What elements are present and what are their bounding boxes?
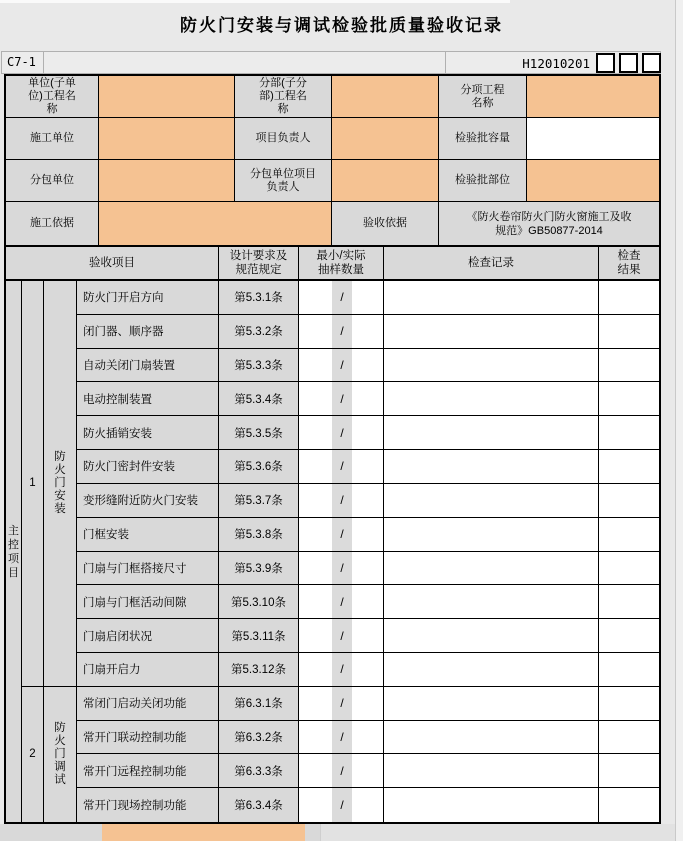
item-name: 闭门器、顺序器 — [77, 315, 219, 349]
check-record-cell[interactable] — [384, 754, 599, 788]
sample-min-cell[interactable] — [299, 754, 332, 788]
header-sampling-quantity: 最小/实际抽样数量 — [299, 247, 384, 281]
check-record-cell[interactable] — [384, 788, 599, 822]
check-result-cell[interactable] — [599, 619, 659, 653]
next-row-right-cell — [320, 824, 683, 841]
check-result-cell[interactable] — [599, 281, 659, 315]
check-record-cell[interactable] — [384, 315, 599, 349]
sample-slash-value: / — [332, 721, 352, 755]
sample-actual-cell[interactable] — [352, 416, 384, 450]
header-check-result: 检查结果 — [599, 247, 659, 281]
next-row-partial — [0, 824, 683, 841]
sample-actual-cell[interactable] — [352, 687, 384, 721]
item-code: 第5.3.3条 — [219, 349, 299, 383]
item-code: 第5.3.4条 — [219, 382, 299, 416]
item-name: 门扇与门框搭接尺寸 — [77, 552, 219, 586]
serial-number: H12010201 — [522, 55, 590, 71]
sample-actual-cell[interactable] — [352, 518, 384, 552]
sample-min-cell[interactable] — [299, 416, 332, 450]
sample-slash-value: / — [332, 484, 352, 518]
item-name: 自动关闭门扇装置 — [77, 349, 219, 383]
next-row-input-cell[interactable] — [102, 824, 305, 841]
check-record-cell[interactable] — [384, 721, 599, 755]
check-result-cell[interactable] — [599, 721, 659, 755]
item-project-name-value[interactable] — [527, 76, 659, 118]
label-construction-unit: 施工单位 — [6, 118, 99, 160]
serial-fill-box[interactable] — [596, 53, 615, 73]
sample-actual-cell[interactable] — [352, 619, 384, 653]
item-name: 常开门联动控制功能 — [77, 721, 219, 755]
item-code: 第5.3.6条 — [219, 450, 299, 484]
sample-actual-cell[interactable] — [352, 349, 384, 383]
sample-min-cell[interactable] — [299, 788, 332, 822]
label-lot-capacity: 检验批容量 — [439, 118, 527, 160]
item-code: 第5.3.9条 — [219, 552, 299, 586]
sample-min-cell[interactable] — [299, 552, 332, 586]
sample-min-cell[interactable] — [299, 518, 332, 552]
label-construction-basis: 施工依据 — [6, 202, 99, 245]
sample-actual-cell[interactable] — [352, 653, 384, 687]
sample-actual-cell[interactable] — [352, 585, 384, 619]
item-code: 第6.3.2条 — [219, 721, 299, 755]
sample-slash-value: / — [332, 518, 352, 552]
window-right-edge — [676, 0, 683, 841]
check-record-cell[interactable] — [384, 382, 599, 416]
sample-slash-value: / — [332, 416, 352, 450]
sample-actual-cell[interactable] — [352, 484, 384, 518]
sample-slash-value: / — [332, 653, 352, 687]
unit-project-name-value[interactable] — [99, 76, 235, 118]
project-info-grid — [4, 74, 661, 245]
check-record-cell[interactable] — [384, 281, 599, 315]
item-name: 电动控制装置 — [77, 382, 219, 416]
sample-slash-value: / — [332, 619, 352, 653]
item-name: 常开门现场控制功能 — [77, 788, 219, 822]
sample-min-cell[interactable] — [299, 315, 332, 349]
check-record-cell[interactable] — [384, 619, 599, 653]
item-code: 第5.3.11条 — [219, 619, 299, 653]
lot-capacity-value[interactable] — [527, 118, 659, 160]
item-name: 变形缝附近防火门安装 — [77, 484, 219, 518]
check-result-cell[interactable] — [599, 653, 659, 687]
item-code: 第6.3.1条 — [219, 687, 299, 721]
item-name: 门扇开启力 — [77, 653, 219, 687]
check-result-cell[interactable] — [599, 416, 659, 450]
check-result-cell[interactable] — [599, 518, 659, 552]
sample-min-cell[interactable] — [299, 450, 332, 484]
sample-actual-cell[interactable] — [352, 281, 384, 315]
item-name: 常开门远程控制功能 — [77, 754, 219, 788]
item-name: 门扇启闭状况 — [77, 619, 219, 653]
item-name: 门框安装 — [77, 518, 219, 552]
sample-min-cell[interactable] — [299, 484, 332, 518]
sample-slash-value: / — [332, 349, 352, 383]
item-name: 常闭门启动关闭功能 — [77, 687, 219, 721]
label-subcontract-unit: 分包单位 — [6, 160, 99, 202]
item-name: 防火插销安装 — [77, 416, 219, 450]
sample-actual-cell[interactable] — [352, 315, 384, 349]
check-result-cell[interactable] — [599, 484, 659, 518]
sample-min-cell[interactable] — [299, 687, 332, 721]
group-category: 防火门安装 — [44, 281, 77, 687]
header-design-requirement: 设计要求及规范规定 — [219, 247, 299, 281]
label-acceptance-basis: 验收依据 — [332, 202, 439, 245]
subcontract-unit-value[interactable] — [99, 160, 235, 202]
window-top-edge — [0, 0, 510, 3]
check-result-cell[interactable] — [599, 382, 659, 416]
label-subsection-project-name: 分部(子分部)工程名称 — [235, 76, 332, 118]
sample-min-cell[interactable] — [299, 721, 332, 755]
label-lot-location: 检验批部位 — [439, 160, 527, 202]
sample-actual-cell[interactable] — [352, 754, 384, 788]
check-result-cell[interactable] — [599, 552, 659, 586]
check-record-cell[interactable] — [384, 653, 599, 687]
sample-actual-cell[interactable] — [352, 450, 384, 484]
group-number: 1 — [22, 281, 44, 687]
check-record-cell[interactable] — [384, 484, 599, 518]
label-unit-project-name: 单位(子单位)工程名称 — [6, 76, 99, 118]
serial-fill-box[interactable] — [619, 53, 638, 73]
sample-slash-value: / — [332, 382, 352, 416]
construction-basis-value[interactable] — [99, 202, 332, 245]
check-result-cell[interactable] — [599, 585, 659, 619]
item-code: 第5.3.5条 — [219, 416, 299, 450]
item-code: 第6.3.3条 — [219, 754, 299, 788]
check-result-cell[interactable] — [599, 315, 659, 349]
inspection-table — [4, 245, 661, 824]
sample-actual-cell[interactable] — [352, 788, 384, 822]
sample-actual-cell[interactable] — [352, 552, 384, 586]
form-code: C7-1 — [7, 55, 36, 69]
check-record-cell[interactable] — [384, 687, 599, 721]
item-code: 第5.3.10条 — [219, 585, 299, 619]
header-check-record: 检查记录 — [384, 247, 599, 281]
item-code: 第5.3.7条 — [219, 484, 299, 518]
code-row-cell-middle — [43, 51, 446, 74]
subsection-project-name-value[interactable] — [332, 76, 439, 118]
sample-min-cell[interactable] — [299, 349, 332, 383]
item-name: 防火门开启方向 — [77, 281, 219, 315]
item-name: 防火门密封件安装 — [77, 450, 219, 484]
label-item-project-name: 分项工程名称 — [439, 76, 527, 118]
item-code: 第6.3.4条 — [219, 788, 299, 822]
check-record-cell[interactable] — [384, 585, 599, 619]
sample-min-cell[interactable] — [299, 653, 332, 687]
check-result-cell[interactable] — [599, 687, 659, 721]
sample-actual-cell[interactable] — [352, 382, 384, 416]
sample-min-cell[interactable] — [299, 382, 332, 416]
group-number: 2 — [22, 687, 44, 822]
page-title: 防火门安装与调试检验批质量验收记录 — [180, 16, 503, 35]
item-code: 第5.3.2条 — [219, 315, 299, 349]
sample-slash-value: / — [332, 585, 352, 619]
group-category: 防火门调试 — [44, 687, 77, 822]
side-label-dominant-items: 主控项目 — [6, 281, 22, 822]
subcontract-leader-value[interactable] — [332, 160, 439, 202]
sample-slash-value: / — [332, 281, 352, 315]
project-leader-value[interactable] — [332, 118, 439, 160]
check-record-cell[interactable] — [384, 349, 599, 383]
item-code: 第5.3.8条 — [219, 518, 299, 552]
acceptance-basis-value: 《防火卷帘防火门防火窗施工及收规范》GB50877-2014 — [439, 202, 659, 245]
header-acceptance-item: 验收项目 — [6, 247, 219, 281]
check-result-cell[interactable] — [599, 349, 659, 383]
sample-slash-value: / — [332, 754, 352, 788]
label-project-leader: 项目负责人 — [235, 118, 332, 160]
check-result-cell[interactable] — [599, 788, 659, 822]
sample-min-cell[interactable] — [299, 619, 332, 653]
check-record-cell[interactable] — [384, 552, 599, 586]
sample-min-cell[interactable] — [299, 585, 332, 619]
lot-location-value[interactable] — [527, 160, 659, 202]
sample-slash-value: / — [332, 552, 352, 586]
check-record-cell[interactable] — [384, 450, 599, 484]
serial-area — [522, 53, 661, 73]
sample-min-cell[interactable] — [299, 281, 332, 315]
serial-fill-box[interactable] — [642, 53, 661, 73]
check-result-cell[interactable] — [599, 754, 659, 788]
sample-slash-value: / — [332, 687, 352, 721]
check-record-cell[interactable] — [384, 416, 599, 450]
sample-slash-value: / — [332, 315, 352, 349]
item-name: 门扇与门框活动间隙 — [77, 585, 219, 619]
check-result-cell[interactable] — [599, 450, 659, 484]
construction-unit-value[interactable] — [99, 118, 235, 160]
sample-slash-value: / — [332, 788, 352, 822]
sample-slash-value: / — [332, 450, 352, 484]
item-code: 第5.3.12条 — [219, 653, 299, 687]
label-subcontract-leader: 分包单位项目负责人 — [235, 160, 332, 202]
check-record-cell[interactable] — [384, 518, 599, 552]
sample-actual-cell[interactable] — [352, 721, 384, 755]
item-code: 第5.3.1条 — [219, 281, 299, 315]
